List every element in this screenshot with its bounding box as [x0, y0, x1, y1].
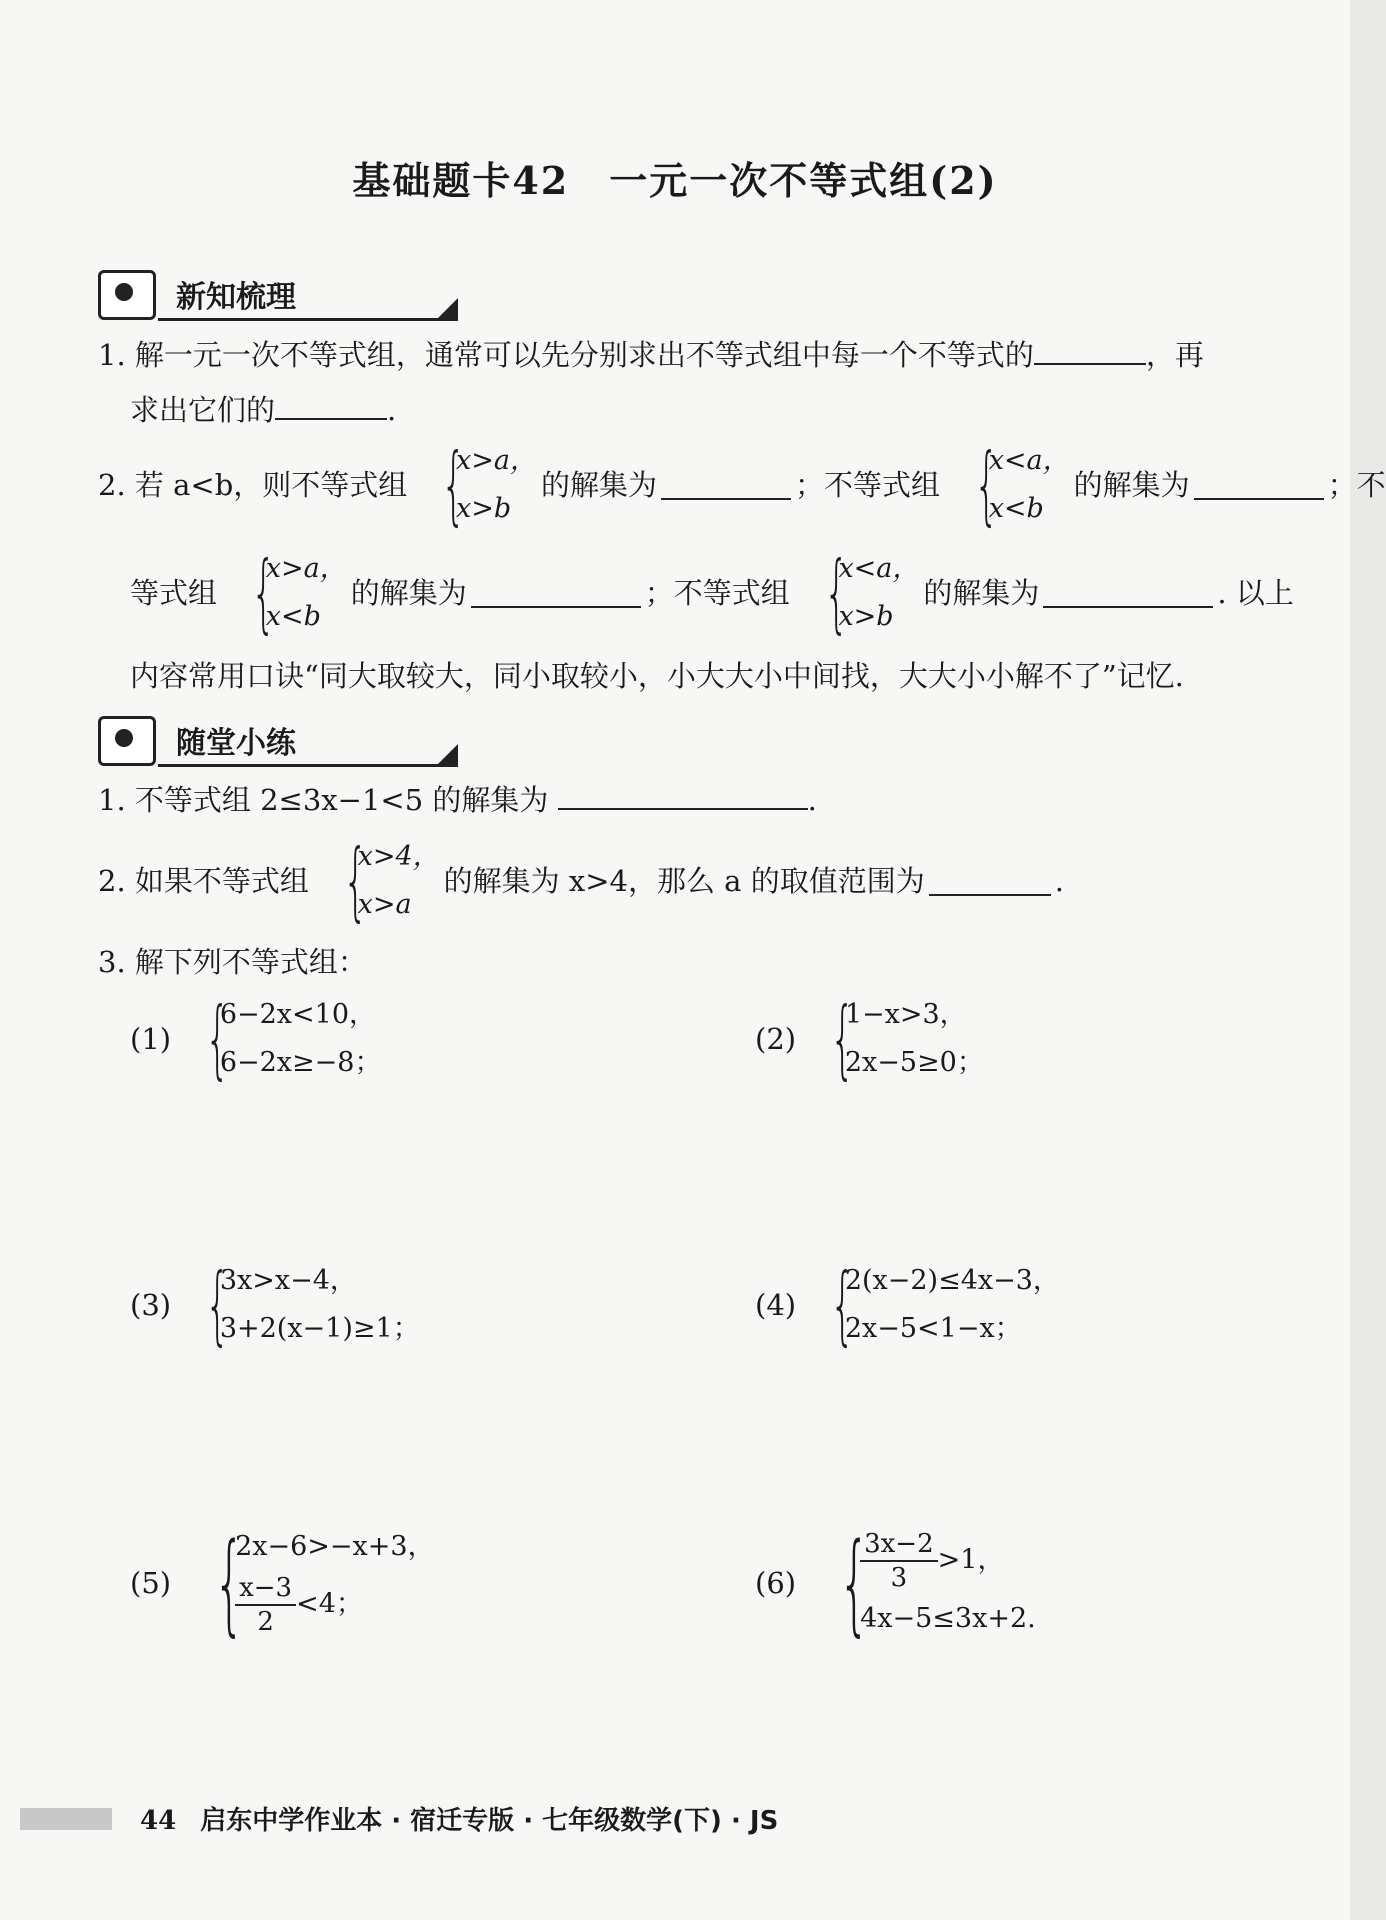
q2-tail: . 以上: [1217, 576, 1294, 610]
sys-line: 2x−5<1−x；: [844, 1313, 1022, 1344]
answer-blank[interactable]: [1034, 335, 1146, 365]
sub-problem-5: [130, 1519, 439, 1647]
sub-label: (5): [130, 1566, 172, 1600]
answer-blank[interactable]: [275, 390, 387, 420]
sys-line: [235, 1572, 434, 1638]
p1-text: 1. 不等式组 2≤3x−1<5 的解集为: [98, 783, 549, 817]
sys-line: 3x>x−4，: [219, 1265, 357, 1296]
sub-label: (2): [755, 1022, 797, 1056]
brace-icon: {: [830, 1255, 855, 1355]
system-b: [944, 435, 1070, 535]
sys-line: 1−x>3，: [844, 999, 967, 1030]
section-underline: [158, 764, 458, 767]
brace-icon: {: [838, 1519, 871, 1647]
page-number: 44: [140, 1806, 177, 1836]
brace-icon: {: [205, 989, 230, 1089]
sub-problem-6: [755, 1519, 1040, 1647]
sys-line: 3+2(x−1)≥1；: [219, 1313, 420, 1344]
fraction: [860, 1528, 938, 1594]
sys-tail: <4；: [296, 1588, 363, 1620]
answer-blank[interactable]: [1194, 470, 1324, 500]
q2-row2: [130, 543, 1294, 643]
q1-line2: [130, 390, 396, 430]
sys-line: x<a，: [988, 445, 1070, 476]
q1-text2: 求出它们的: [130, 393, 276, 427]
p2-mid: 的解集为 x>4，那么 a 的取值范围为: [443, 864, 925, 898]
sys-line: x<a，: [838, 553, 920, 584]
answer-blank[interactable]: [929, 866, 1051, 896]
p2-end: .: [1054, 864, 1064, 898]
p1: [98, 780, 817, 820]
q2-lead2: 等式组: [130, 576, 218, 610]
sys-line: x<b: [988, 493, 1044, 524]
system: [175, 989, 382, 1089]
system-d: [794, 543, 920, 643]
numerator: 3x−2: [860, 1528, 938, 1562]
sys-line: x>a: [357, 889, 412, 920]
sys-tail: >1，: [937, 1544, 1005, 1576]
footer-bar: [20, 1808, 112, 1830]
answer-blank[interactable]: [558, 780, 808, 810]
system: [800, 1519, 1036, 1647]
q1-after2: .: [387, 393, 397, 427]
q2-sep: ；不等式组: [794, 468, 940, 502]
brace-icon: {: [830, 989, 855, 1089]
sys-line: x>a，: [455, 445, 537, 476]
q2-sep: ；不等式组: [644, 576, 790, 610]
q2-line3: 内容常用口诀“同大取较大，同小取较小，小大大小中间找，大大小小解不了”记忆.: [130, 659, 1184, 693]
p1-end: .: [807, 783, 817, 817]
sys-line: x>b: [838, 601, 894, 632]
q2-tail: ；不: [1327, 468, 1386, 502]
q1-text: 1. 解一元一次不等式组，通常可以先分别求出不等式组中每一个不等式的: [98, 338, 1034, 372]
notebook-pencil-icon: [98, 716, 156, 766]
q2-lead: 2. 若 a<b，则不等式组: [98, 468, 408, 502]
sys-line: x>a，: [265, 553, 347, 584]
brace-icon: {: [342, 831, 368, 931]
denominator: 2: [257, 1607, 274, 1637]
sys-line: 2(x−2)≤4x−3，: [844, 1265, 1060, 1296]
q2-mid: 的解集为: [540, 468, 657, 502]
sub-label: (6): [755, 1566, 797, 1600]
sys-line: x<b: [265, 601, 321, 632]
q2-mid: 的解集为: [350, 576, 467, 610]
system: [800, 1255, 1060, 1355]
section-label: 随堂小练: [176, 726, 296, 761]
brace-icon: {: [974, 435, 999, 535]
sub-label: (1): [130, 1022, 172, 1056]
system: [800, 989, 984, 1089]
system: [175, 1255, 420, 1355]
q2-row1: [98, 435, 1386, 535]
sub-problem-4: [755, 1255, 1064, 1355]
sub-problem-1: [130, 989, 385, 1089]
brace-icon: {: [823, 543, 849, 643]
section-label: 新知梳理: [176, 280, 296, 315]
p2: [98, 831, 1064, 931]
answer-blank[interactable]: [1043, 578, 1213, 608]
sys-line: 2x−6>−x+3，: [235, 1531, 435, 1562]
q2-mid: 的解集为: [1073, 468, 1190, 502]
system-c: [221, 543, 347, 643]
system-p2: [313, 831, 440, 931]
sub-label: (4): [755, 1288, 797, 1322]
sub-problem-2: [755, 989, 988, 1089]
p2-lead: 2. 如果不等式组: [98, 864, 309, 898]
camera-icon: [98, 270, 156, 320]
q1-line1: [98, 335, 1204, 375]
answer-blank[interactable]: [661, 470, 791, 500]
q2-mid: 的解集为: [923, 576, 1040, 610]
page-title: 基础题卡42 一元一次不等式组(2): [352, 158, 998, 203]
denominator: 3: [890, 1563, 908, 1593]
q1-after: ，再: [1145, 338, 1204, 372]
brace-icon: {: [213, 1519, 246, 1647]
brace-icon: {: [441, 435, 466, 535]
sys-line: 2x−5≥0；: [844, 1047, 984, 1078]
triangle-icon: [438, 744, 458, 764]
answer-blank[interactable]: [471, 578, 641, 608]
numerator: x−3: [235, 1572, 296, 1606]
system: [175, 1519, 435, 1647]
footer: [140, 1800, 778, 1837]
p3-lead: 3. 解下列不等式组：: [98, 945, 367, 979]
sys-line: 6−2x<10，: [219, 999, 376, 1030]
sys-line: 6−2x≥−8；: [219, 1047, 382, 1078]
section-underline: [158, 318, 458, 321]
sys-line: [860, 1528, 1036, 1594]
triangle-icon: [438, 298, 458, 318]
sub-problem-3: [130, 1255, 424, 1355]
sys-line: x>b: [455, 493, 512, 524]
footer-text: 启东中学作业本 · 宿迁专版 · 七年级数学(下) · JS: [200, 1806, 779, 1836]
sys-line: x>4，: [357, 841, 440, 872]
brace-icon: {: [251, 543, 276, 643]
sys-line: 4x−5≤3x+2.: [860, 1603, 1036, 1634]
brace-icon: {: [205, 1255, 230, 1355]
sub-label: (3): [130, 1288, 172, 1322]
system-a: [411, 435, 537, 535]
